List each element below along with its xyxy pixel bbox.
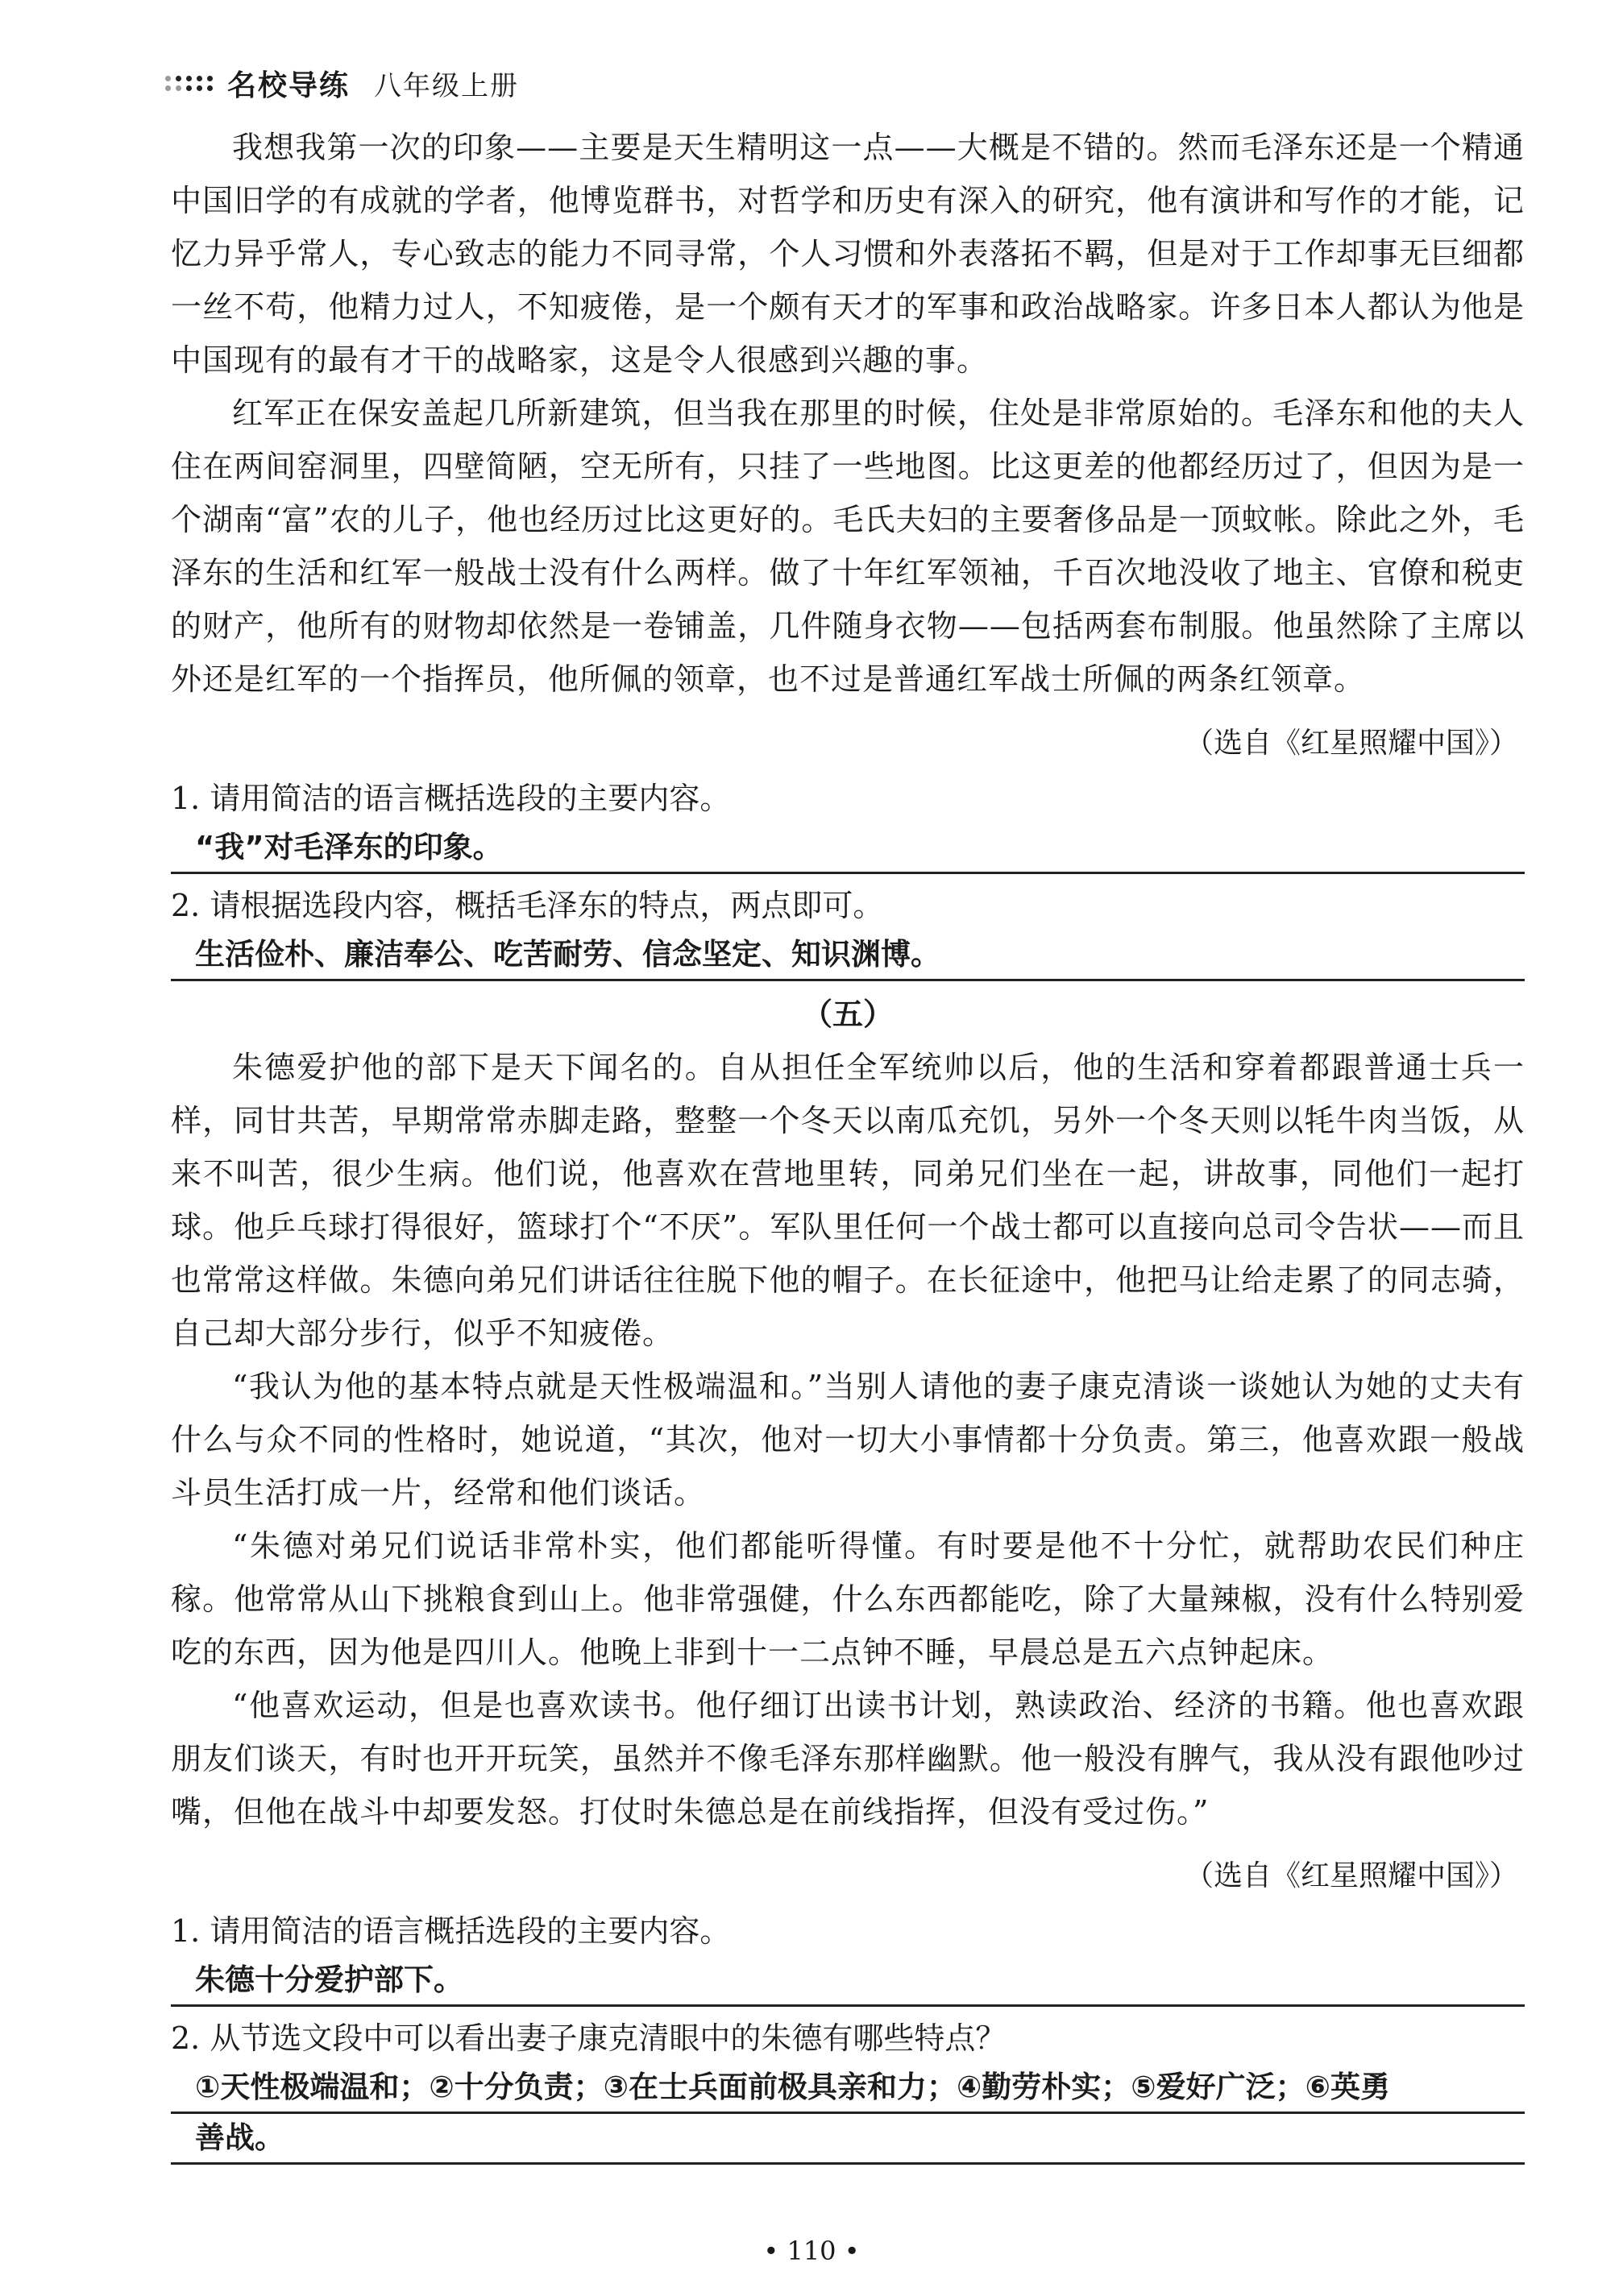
- question-2: 2. 从节选文段中可以看出妻子康克清眼中的朱德有哪些特点？: [171, 2020, 1007, 2056]
- dots-decoration-icon: [165, 76, 214, 91]
- paragraph: “他喜欢运动，但是也喜欢读书。他仔细订出读书计划，熟读政治、经济的书籍。他也喜欢跟朋友们谈天，有时也开开玩笑，虽然并不像毛泽东那样幽默。他一般没有脾气，我从没有跟他吵过嘴，但他在战斗中却要发怒。打仗时朱德总是在前线指挥，但没有受过伤。”: [171, 1688, 1525, 1830]
- answer-1: 朱德十分爱护部下。: [171, 1956, 1525, 2007]
- question-1: 1. 请用简洁的语言概括选段的主要内容。: [171, 1913, 731, 1949]
- brand-title: 名校导练: [227, 69, 351, 102]
- page-content: [171, 121, 1525, 2165]
- answer-2-line-1: ①天性极端温和；②十分负责；③在士兵面前极具亲和力；④勤劳朴实；⑤爱好广泛；⑥英勇: [171, 2063, 1525, 2114]
- paragraph: “朱德对弟兄们说话非常朴实，他们都能听得懂。有时要是他不十分忙，就帮助农民们种庄稼。他常常从山下挑粮食到山上。他非常强健，什么东西都能吃，除了大量辣椒，没有什么特别爱吃的东西，因为他是四川人。他晚上非到十一二点钟不睡，早晨总是五六点钟起床。: [171, 1528, 1525, 1670]
- grade-label: 八年级上册: [374, 70, 520, 102]
- source-citation: （选自《红星照耀中国》）: [1184, 1859, 1518, 1892]
- paragraph: 红军正在保安盖起几所新建筑，但当我在那里的时候，住处是非常原始的。毛泽东和他的夫人住在两间窑洞里，四壁简陋，空无所有，只挂了一些地图。比这更差的他都经历过了，但因为是一个湖南“富”农的儿子，他也经历过比这更好的。毛氏夫妇的主要奢侈品是一顶蚊帐。除此之外，毛泽东的生活和红军一般战士没有什么两样。做了十年红军领袖，千百次地没收了地主、官僚和税吏的财产，他所有的财物却依然是一卷铺盖，几件随身衣物——包括两套布制服。他虽然除了主席以外还是红军的一个指挥员，他所佩的领章，也不过是普通红军战士所佩的两条红领章。: [171, 396, 1525, 697]
- answer-1: “我”对毛泽东的印象。: [171, 823, 1525, 874]
- answer-2: 生活俭朴、廉洁奉公、吃苦耐劳、信念坚定、知识渊博。: [171, 930, 1525, 981]
- source-citation: （选自《红星照耀中国》）: [1184, 727, 1518, 760]
- question-2: 2. 请根据选段内容，概括毛泽东的特点，两点即可。: [171, 888, 884, 923]
- page-number: • 110 •: [763, 2236, 860, 2266]
- answer-2-line-2: 善战。: [171, 2114, 1525, 2165]
- question-1: 1. 请用简洁的语言概括选段的主要内容。: [171, 781, 731, 816]
- paragraph: 朱德爱护他的部下是天下闻名的。自从担任全军统帅以后，他的生活和穿着都跟普通士兵一样，同甘共苦，早期常常赤脚走路，整整一个冬天以南瓜充饥，另外一个冬天则以牦牛肉当饭，从来不叫苦，很少生病。他们说，他喜欢在营地里转，同弟兄们坐在一起，讲故事，同他们一起打球。他乒乓球打得很好，篮球打个“不厌”。军队里任何一个战士都可以直接向总司令告状——而且也常常这样做。朱德向弟兄们讲话往往脱下他的帽子。在长征途中，他把马让给走累了的同志骑，自己却大部分步行，似乎不知疲倦。: [171, 1050, 1525, 1351]
- page-header: [165, 63, 519, 104]
- paragraph: 我想我第一次的印象——主要是天生精明这一点——大概是不错的。然而毛泽东还是一个精通中国旧学的有成就的学者，他博览群书，对哲学和历史有深入的研究，他有演讲和写作的才能，记忆力异乎常人，专心致志的能力不同寻常，个人习惯和外表落拓不羁，但是对于工作却事无巨细都一丝不苟，他精力过人，不知疲倦，是一个颇有天才的军事和政治战略家。许多日本人都认为他是中国现有的最有才干的战略家，这是令人很感到兴趣的事。: [171, 130, 1525, 378]
- paragraph: “我认为他的基本特点就是天性极端温和。”当别人请他的妻子康克清谈一谈她认为她的丈夫有什么与众不同的性格时，她说道，“其次，他对一切大小事情都十分负责。第三，他喜欢跟一般战斗员生活打成一片，经常和他们谈话。: [171, 1369, 1525, 1511]
- section-title: （五）: [801, 997, 894, 1032]
